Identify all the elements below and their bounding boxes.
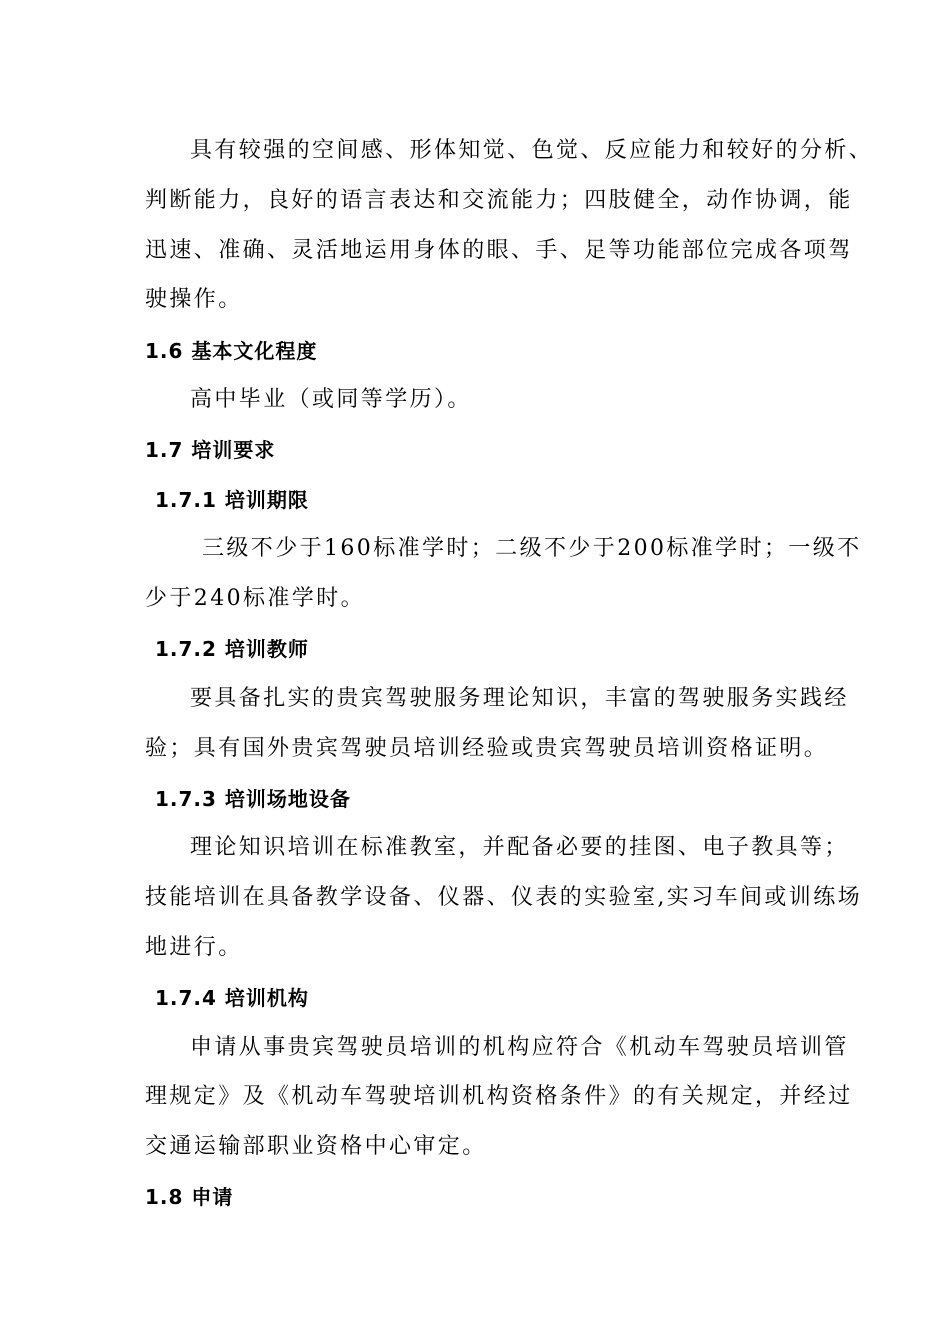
training-teacher-line-1: 要具备扎实的贵宾驾驶服务理论知识，丰富的驾驶服务实践经 xyxy=(190,686,849,711)
training-institution-line-3: 交通运输部职业资格中心审定。 xyxy=(145,1134,487,1159)
training-institution-line-1: 申请从事贵宾驾驶员培训的机构应符合《机动车驾驶员培训管 xyxy=(190,1035,849,1060)
training-facility-line-2: 技能培训在具备教学设备、仪器、仪表的实验室,实习车间或训练场 xyxy=(145,885,862,910)
subsection-heading-1-7-3: 1.7.3 培训场地设备 xyxy=(155,787,351,811)
education-requirement-text: 高中毕业（或同等学历）。 xyxy=(190,387,472,412)
training-facility-line-1: 理论知识培训在标准教室，并配备必要的挂图、电子教具等； xyxy=(190,835,849,860)
section-heading-1-8: 1.8 申请 xyxy=(145,1185,234,1209)
training-facility-line-3: 地进行。 xyxy=(145,935,243,960)
section-heading-1-7: 1.7 培训要求 xyxy=(145,438,276,462)
paragraph-ability-line-2: 判断能力，良好的语言表达和交流能力；四肢健全，动作协调，能 xyxy=(145,188,853,213)
subsection-heading-1-7-4: 1.7.4 培训机构 xyxy=(155,986,309,1010)
subsection-heading-1-7-1: 1.7.1 培训期限 xyxy=(155,488,309,512)
paragraph-ability-line-3: 迅速、准确、灵活地运用身体的眼、手、足等功能部位完成各项驾 xyxy=(145,238,853,263)
training-teacher-line-2: 验；具有国外贵宾驾驶员培训经验或贵宾驾驶员培训资格证明。 xyxy=(145,736,829,761)
training-duration-line-2: 少于240标准学时。 xyxy=(145,586,365,611)
paragraph-ability-line-1: 具有较强的空间感、形体知觉、色觉、反应能力和较好的分析、 xyxy=(190,138,874,163)
subsection-heading-1-7-2: 1.7.2 培训教师 xyxy=(155,637,309,661)
section-heading-1-6: 1.6 基本文化程度 xyxy=(145,339,318,363)
training-duration-line-1: 三级不少于160标准学时；二级不少于200标准学时；一级不 xyxy=(202,536,862,561)
paragraph-ability-line-4: 驶操作。 xyxy=(145,287,243,312)
training-institution-line-2: 理规定》及《机动车驾驶培训机构资格条件》的有关规定，并经过 xyxy=(145,1084,853,1109)
